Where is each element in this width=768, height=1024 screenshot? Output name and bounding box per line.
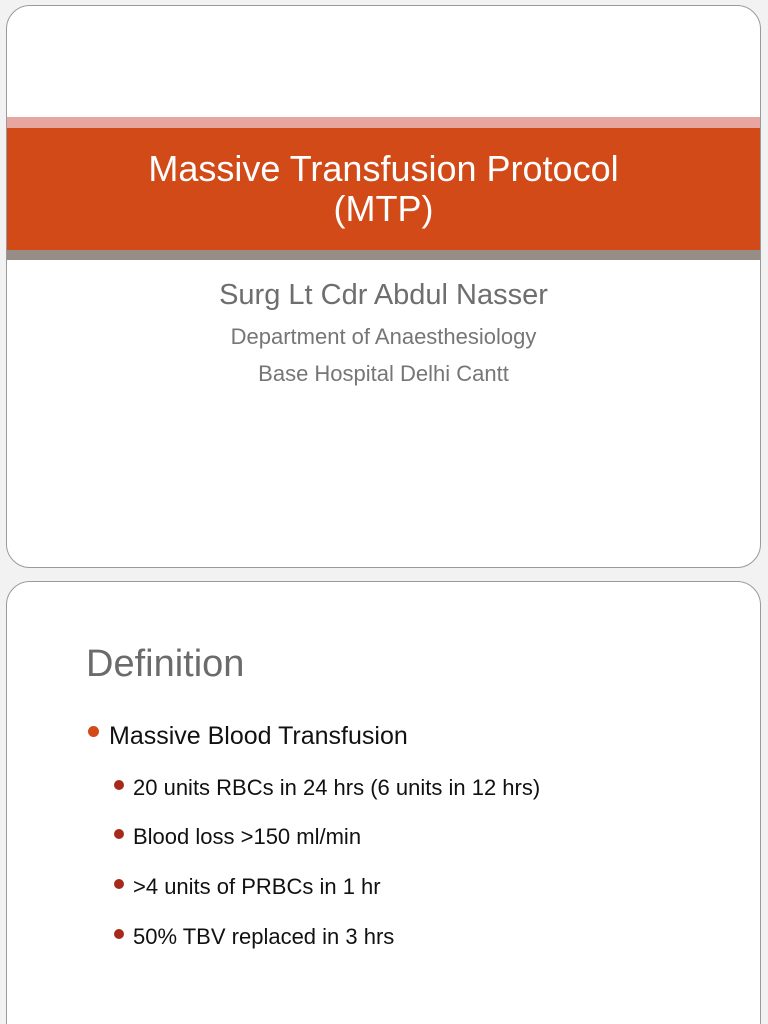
slide-title	[64, 149, 704, 229]
sub-bullet-item	[114, 824, 361, 850]
slide-title-line2: (MTP)	[333, 188, 434, 229]
sub-bullet-dot-icon	[114, 929, 124, 939]
sub-bullet-item	[114, 924, 394, 950]
presenter-name: Surg Lt Cdr Abdul Nasser	[219, 279, 548, 311]
slide-heading: Definition	[86, 643, 245, 685]
sub-bullet-dot-icon	[114, 829, 124, 839]
bullet-text: Massive Blood Transfusion	[109, 722, 408, 750]
presenter-hospital: Base Hospital Delhi Cantt	[258, 361, 509, 386]
sub-bullet-text: 50% TBV replaced in 3 hrs	[133, 924, 395, 949]
sub-bullet-text: >4 units of PRBCs in 1 hr	[133, 874, 381, 899]
title-slide	[6, 5, 761, 568]
bullet-dot-icon	[88, 726, 99, 737]
bullet-item	[88, 721, 408, 751]
title-accent-band-top	[7, 117, 760, 128]
slide-title-line1: Massive Transfusion Protocol	[148, 148, 619, 189]
sub-bullet-text: 20 units RBCs in 24 hrs (6 units in 12 hrs)	[133, 775, 541, 800]
presenter-department: Department of Anaesthesiology	[230, 324, 537, 349]
sub-bullet-text: Blood loss >150 ml/min	[133, 824, 362, 849]
title-band	[7, 128, 760, 250]
definition-slide	[6, 581, 761, 1024]
sub-bullet-item	[114, 775, 540, 801]
sub-bullet-dot-icon	[114, 780, 124, 790]
sub-bullet-item	[114, 874, 381, 900]
sub-bullet-dot-icon	[114, 879, 124, 889]
title-accent-band-bottom	[7, 250, 760, 260]
